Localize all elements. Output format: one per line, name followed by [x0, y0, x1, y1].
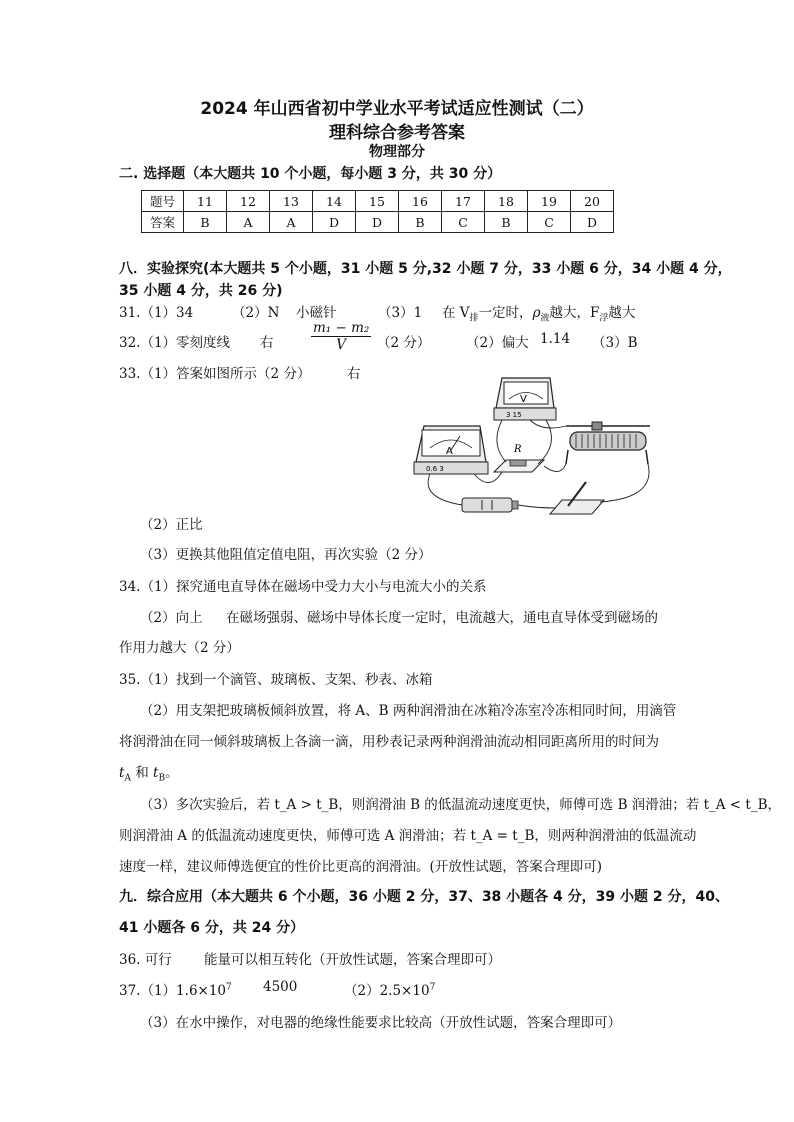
q33-part2: （2）正比 — [140, 517, 203, 533]
page-title: 2024 年山西省初中学业水平考试适应性测试（二） — [200, 99, 594, 119]
ammeter-icon — [414, 426, 488, 474]
answer-table — [141, 190, 614, 233]
battery-icon — [462, 498, 518, 512]
q36-part1: 36. 可行 — [119, 952, 172, 968]
table-cell: B — [485, 212, 528, 233]
table-cell: 17 — [442, 191, 485, 212]
table-cell: 19 — [528, 191, 571, 212]
table-cell: C — [442, 212, 485, 233]
q31-part1: 31.（1）34 — [119, 305, 194, 321]
part8-heading-2: 35 小题 4 分，共 26 分) — [119, 283, 283, 299]
table-cell: D — [313, 212, 356, 233]
table-cell: C — [528, 212, 571, 233]
q34-part2: （2）向上 — [140, 610, 203, 626]
table-cell: A — [227, 212, 270, 233]
circuit-diagram — [410, 368, 662, 528]
q35-part3a: （3）多次实验后，若 t_A > t_B，则润滑油 B 的低温流动速度更快，师傅可选 B 润滑油；若 t_A < t_B， — [140, 797, 782, 813]
q37-part2: $(2)2.5\times 10^7$ — [344, 982, 436, 999]
page-subtitle: 理科综合参考答案 — [329, 123, 465, 143]
part2-heading: 二. 选择题（本大题共 10 个小题，每小题 3 分，共 30 分） — [119, 166, 502, 182]
q32-part1b: 右 — [260, 335, 274, 351]
q31-part2: （2）N — [232, 305, 280, 321]
table-cell: B — [399, 212, 442, 233]
q35-part1: 35.（1）找到一个滴管、玻璃板、支架、秒表、冰箱 — [119, 672, 433, 688]
part8-heading-1: 八．实验探究(本大题共 5 个小题，31 小题 5 分,32 小题 7 分，33 小题 6 分，34 小题 4 分， — [119, 261, 732, 277]
q32-part2: （2）偏大 — [466, 335, 529, 351]
q34-part2c: 作用力越大（2 分） — [119, 640, 240, 656]
q36-part1b: 能量可以相互转化（开放性试题，答案合理即可） — [204, 952, 501, 968]
q31-part2b: 小磁针 — [296, 305, 337, 321]
q32-part3: （3）B — [592, 335, 638, 351]
q35-part2a: （2）用支架把玻璃板倾斜放置，将 A、B 两种润滑油在冰箱冷冻室冷冻相同时间，用滴管 — [140, 703, 677, 719]
ammeter-label: A — [446, 446, 453, 457]
q31-part3b: 在 $V_排$一定时，$\rho_液$越大，$F_浮$越大 — [442, 305, 636, 324]
table-cell: A — [270, 212, 313, 233]
voltmeter-label: V — [520, 394, 527, 405]
table-row — [142, 191, 614, 212]
voltmeter-terminals: 3 15 — [506, 411, 522, 419]
q34-part1: 34.（1）探究通电直导体在磁场中受力大小与电流大小的关系 — [119, 579, 487, 595]
part9-heading-1: 九．综合应用（本大题共 6 个小题，36 小题 2 分，37、38 小题各 4 分，39 小题 2 分，40、 — [119, 889, 729, 905]
q32-score: （2 分） — [377, 335, 431, 351]
q35-part3c: 速度一样，建议师傅选便宜的性价比更高的润滑油。(开放性试题，答案合理即可) — [119, 859, 603, 875]
table-cell: 13 — [270, 191, 313, 212]
table-cell: 11 — [184, 191, 227, 212]
table-cell: D — [571, 212, 614, 233]
q37-part1: $37.(1)1.6\times 10^7$ — [119, 982, 232, 999]
table-cell: 题号 — [142, 191, 184, 212]
q32-part2b: 1.14 — [540, 331, 571, 347]
q35-part3b: 则润滑油 A 的低温流动速度更快，师傅可选 A 润滑油；若 t_A = t_B，则两种润滑油的低温流动 — [119, 828, 697, 844]
section-title: 物理部分 — [369, 144, 425, 160]
q32-formula: $\frac{\text{m₁ − m₂}}{V}$ — [313, 320, 370, 353]
q31-part3: （3）1 — [378, 305, 423, 321]
table-row — [142, 212, 614, 233]
q33-part1b: 右 — [347, 366, 361, 382]
ammeter-terminals: 0.6 3 — [426, 465, 444, 473]
table-cell: 15 — [356, 191, 399, 212]
q33-part3: （3）更换其他阻值定值电阻，再次实验（2 分） — [140, 547, 432, 563]
table-cell: 14 — [313, 191, 356, 212]
table-cell: D — [356, 212, 399, 233]
q37-part3: （3）在水中操作，对电器的绝缘性能要求比较高（开放性试题，答案合理即可） — [140, 1015, 622, 1031]
part9-heading-2: 41 小题各 6 分，共 24 分） — [119, 920, 305, 936]
voltmeter-icon — [494, 378, 556, 420]
q34-part2b: 在磁场强弱、磁场中导体长度一定时，电流越大，通电直导体受到磁场的 — [226, 610, 658, 626]
resistor-label: R — [514, 444, 522, 455]
table-cell: B — [184, 212, 227, 233]
table-cell: 答案 — [142, 212, 184, 233]
table-cell: 16 — [399, 191, 442, 212]
q33-part1: 33.（1）答案如图所示（2 分） — [119, 366, 311, 382]
q37-part1b: 4500 — [263, 979, 298, 995]
q32-part1: 32.（1）零刻度线 — [119, 335, 231, 351]
q35-part2b: 将润滑油在同一倾斜玻璃板上各滴一滴，用秒表记录两种润滑油流动相同距离所用的时间为 — [119, 734, 659, 750]
table-cell: 20 — [571, 191, 614, 212]
table-cell: 12 — [227, 191, 270, 212]
table-cell: 18 — [485, 191, 528, 212]
q35-part2c: $t_A$ 和 $t_B$。 — [119, 765, 179, 784]
